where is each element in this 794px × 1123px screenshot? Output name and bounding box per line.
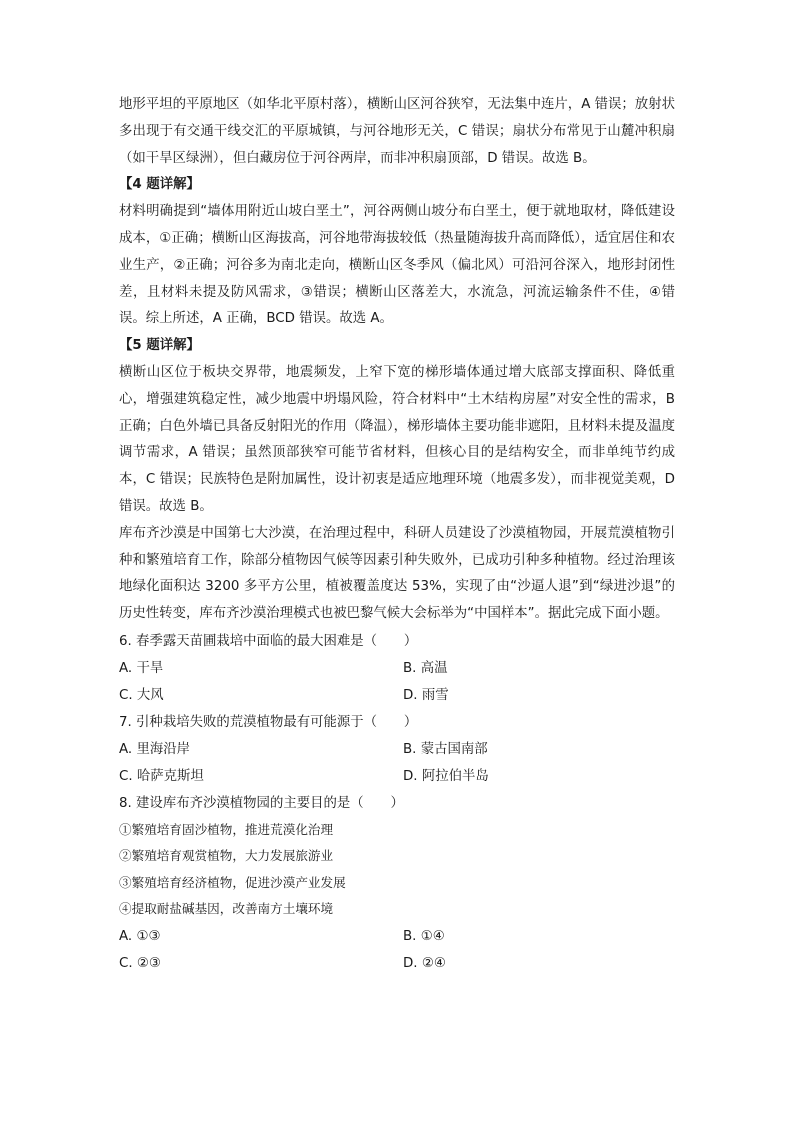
question-6-options-row-1	[119, 655, 675, 682]
question-8-option-c: C. ②③	[119, 955, 161, 971]
question-6-stem: 6. 春季露天苗圃栽培中面临的最大困难是（ ）	[119, 633, 418, 649]
question-7-option-c: C. 哈萨克斯坦	[119, 768, 204, 784]
question-8-stem: 8. 建设库布齐沙漠植物园的主要目的是（ ）	[119, 795, 404, 811]
question-7-option-a: A. 里海沿岸	[119, 741, 190, 757]
question-8-option-a: A. ①③	[119, 928, 161, 944]
question-8-options-row-2	[119, 950, 675, 977]
question-7	[119, 709, 675, 790]
question-8-statement-4: ④提取耐盐碱基因，改善南方土壤环境	[119, 901, 334, 917]
question-6-option-c: C. 大风	[119, 687, 164, 703]
question-8-options-row-1	[119, 923, 675, 950]
question-6-option-b: B. 高温	[403, 660, 448, 676]
question-6	[119, 628, 675, 709]
question-8-option-d: D. ②④	[403, 955, 446, 971]
document-page	[119, 92, 675, 977]
question-7-stem: 7. 引种栽培失败的荒漠植物最有可能源于（ ）	[119, 714, 418, 730]
answer-paragraph-3-continued: 地形平坦的平原地区（如华北平原村落），横断山区河谷狭窄，无法集中连片，A 错误；放射状多出现于有交通干线交汇的平原城镇，与河谷地形无关，C 错误；扇状分布常见于山麓冲积扇（如干旱区绿洲），但白藏房位于河谷两岸，而非冲积扇顶部，D 错误。故选 B。	[119, 97, 675, 166]
section-heading-q4: 【4 题详解】	[119, 177, 200, 193]
material-paragraph-kubuqi: 库布齐沙漠是中国第七大沙漠，在治理过程中，科研人员建设了沙漠植物园，开展荒漠植物引种和繁殖培育工作，除部分植物因气候等因素引种失败外，已成功引种多种植物。经过治理该地绿化面积达 3200 多平方公里，植被覆盖度达 53%，实现了由“沙逼人退”到“绿进沙退”的历史性转变，库布齐沙漠治理模式也被巴黎气候大会标举为“中国样本”。据此完成下面小题。	[119, 525, 675, 622]
question-7-option-d: D. 阿拉伯半岛	[403, 768, 489, 784]
question-6-option-d: D. 雨雪	[403, 687, 449, 703]
question-8-statement-1: ①繁殖培育固沙植物，推进荒漠化治理	[119, 821, 334, 837]
question-7-option-b: B. 蒙古国南部	[403, 741, 488, 757]
answer-paragraph-q5: 横断山区位于板块交界带，地震频发，上窄下宽的梯形墙体通过增大底部支撑面积、降低重心，增强建筑稳定性，减少地震中坍塌风险，符合材料中“土木结构房屋”对安全性的需求，B 正确；白色外墙已具备反射阳光的作用（降温），梯形墙体主要功能非遮阳，且材料未提及温度调节需求，A 错误；虽然顶部狭窄可能节省材料，但核心目的是结构安全，而非单纯节约成本，C 错误；民族特色是附加属性，设计初衷是适应地理环境（地震多发），而非视觉美观，D 错误。故选 B。	[119, 364, 675, 514]
section-heading-q5: 【5 题详解】	[119, 338, 200, 354]
question-8-statement-2: ②繁殖培育观赏植物，大力发展旅游业	[119, 848, 334, 864]
question-8-option-b: B. ①④	[403, 928, 445, 944]
answer-paragraph-q4: 材料明确提到“墙体用附近山坡白垩土”，河谷两侧山坡分布白垩土，便于就地取材，降低建设成本，①正确；横断山区海拔高，河谷地带海拔较低（热量随海拔升高而降低），适宜居住和农业生产，②正确；河谷多为南北走向，横断山区冬季风（偏北风）可沿河谷深入，地形封闭性差，且材料未提及防风需求，③错误；横断山区落差大，水流急，河流运输条件不佳，④错误。综上所述，A 正确，BCD 错误。故选 A。	[119, 204, 675, 327]
question-8-statement-3: ③繁殖培育经济植物，促进沙漠产业发展	[119, 874, 346, 890]
question-8	[119, 790, 675, 977]
question-7-options-row-1	[119, 736, 675, 763]
question-7-options-row-2	[119, 763, 675, 790]
question-6-options-row-2	[119, 682, 675, 709]
question-6-option-a: A. 干旱	[119, 660, 164, 676]
